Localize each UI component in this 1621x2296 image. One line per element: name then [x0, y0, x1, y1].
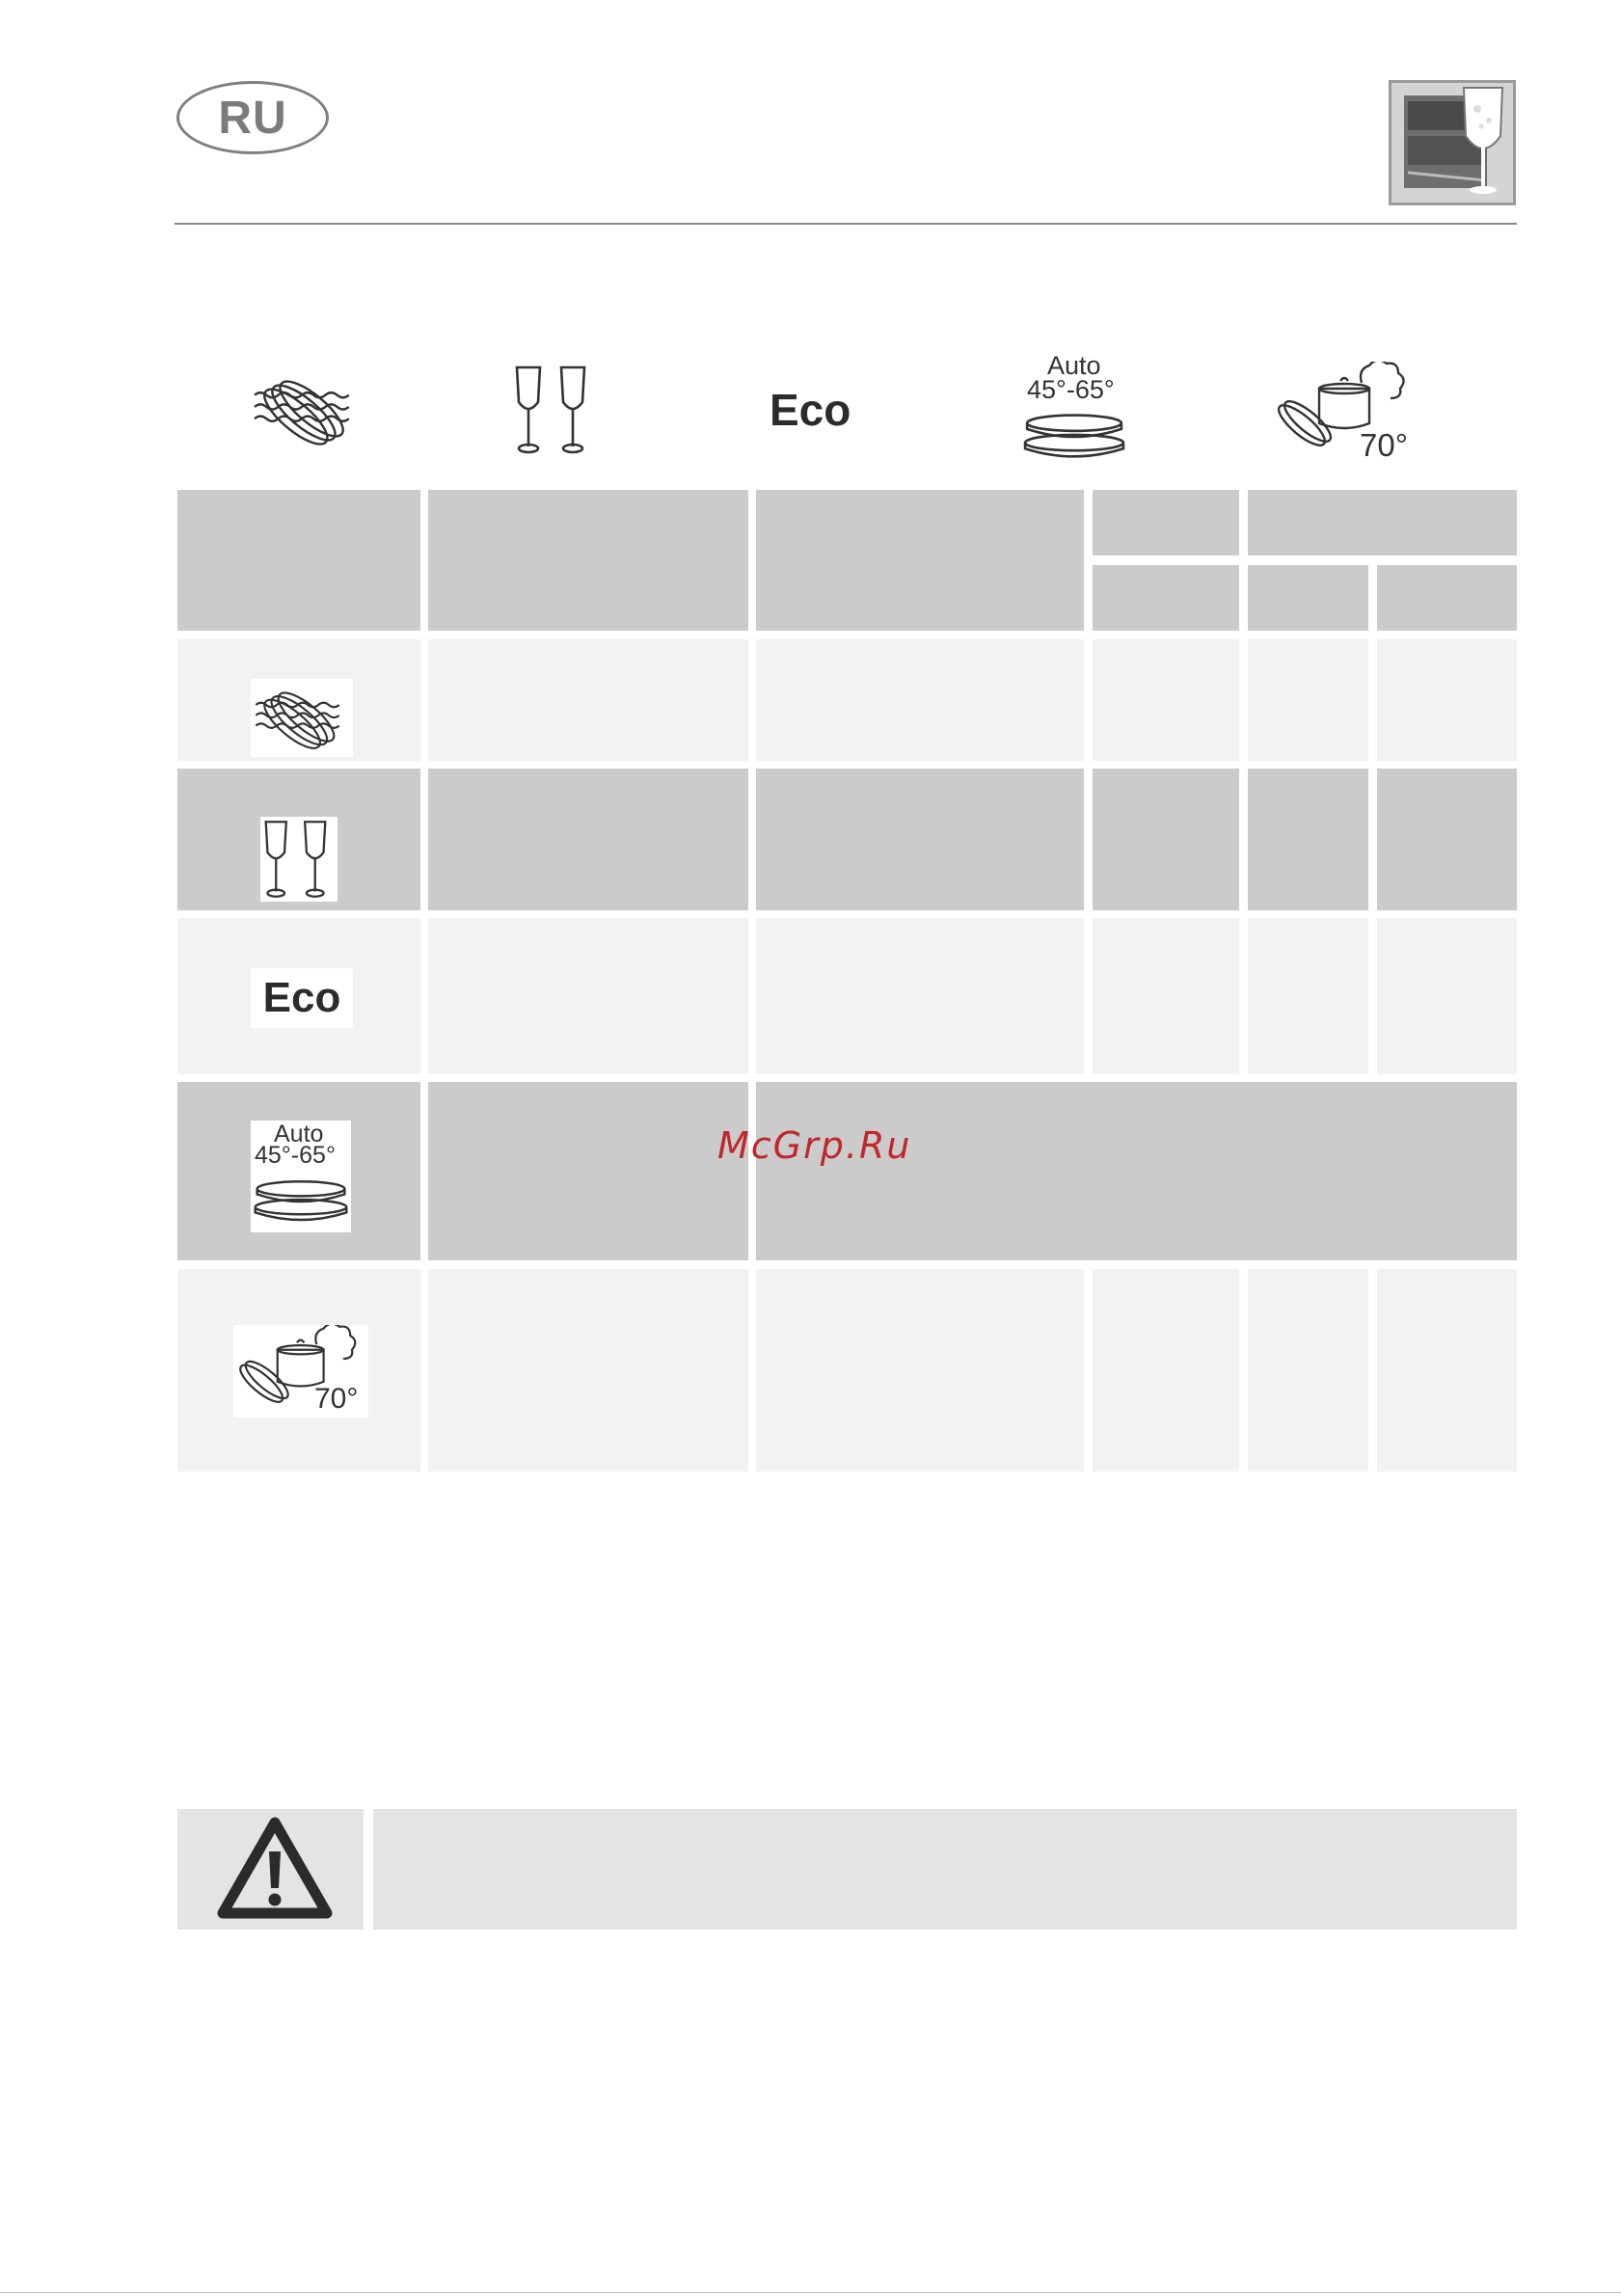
table-cell [1248, 769, 1368, 910]
table-cell [1093, 918, 1239, 1074]
table-header-cell [428, 490, 748, 631]
warning-icon-box [177, 1809, 364, 1930]
auto-label: Auto [1047, 351, 1101, 380]
auto-label: Auto [274, 1121, 324, 1148]
dishwasher-glass-icon [1389, 80, 1516, 205]
auto-temp-label: 45°-65° [255, 1142, 336, 1169]
table-header-cell [177, 490, 420, 631]
pot-steam-icon [233, 1325, 368, 1418]
table-cell [428, 1269, 748, 1472]
table-header-cell [1093, 490, 1239, 555]
footer-rule [0, 2292, 1621, 2293]
table-header-subcell [1093, 565, 1239, 631]
auto-temp-label: 45°-65° [1027, 375, 1115, 404]
warning-triangle-icon [215, 1815, 335, 1923]
table-row-glass [177, 769, 420, 910]
table-cell [1093, 769, 1239, 910]
table-cell [1248, 639, 1368, 761]
table-cell [756, 1269, 1084, 1472]
table-cell [756, 769, 1084, 910]
table-row-intensive [177, 1269, 420, 1472]
pot-temp-label: 70° [314, 1383, 359, 1415]
table-cell [756, 639, 1084, 761]
wine-glasses-icon [511, 347, 598, 473]
table-cell [428, 1082, 748, 1260]
table-cell [1248, 1269, 1368, 1472]
header-divider [175, 223, 1517, 225]
plates-water-icon [253, 347, 361, 473]
table-cell [428, 639, 748, 761]
table-cell [1093, 1269, 1239, 1472]
table-row-prewash [177, 639, 420, 761]
eco-label: Eco [770, 385, 851, 435]
table-merged-cell [756, 1082, 1517, 1260]
eco-label: Eco [262, 974, 341, 1021]
table-header-cell [1248, 490, 1517, 555]
watermark: McGrp.Ru [717, 1124, 912, 1167]
eco-label-icon [251, 968, 353, 1028]
table-cell [1093, 639, 1239, 761]
table-header-subcell [1248, 565, 1368, 631]
pot-steam-icon [1273, 362, 1418, 470]
warning-text-box [373, 1809, 1517, 1930]
table-row-eco [177, 918, 420, 1074]
table-cell [1377, 1269, 1517, 1472]
language-badge [176, 81, 329, 154]
table-row-auto [177, 1082, 420, 1260]
table-cell [1377, 639, 1517, 761]
table-cell [1377, 769, 1517, 910]
table-cell [1377, 918, 1517, 1074]
language-code: RU [218, 92, 287, 144]
table-cell [428, 769, 748, 910]
table-cell [756, 918, 1084, 1074]
eco-label-icon [770, 384, 858, 436]
table-header-cell [756, 490, 1084, 631]
auto-plates-icon [1020, 351, 1128, 469]
pot-temp-label: 70° [1360, 427, 1408, 463]
wine-glasses-icon [260, 817, 338, 902]
auto-plates-icon [251, 1121, 351, 1232]
table-header-subcell [1377, 565, 1517, 631]
table-cell [428, 918, 748, 1074]
plates-water-icon [251, 679, 353, 757]
table-cell [1248, 918, 1368, 1074]
